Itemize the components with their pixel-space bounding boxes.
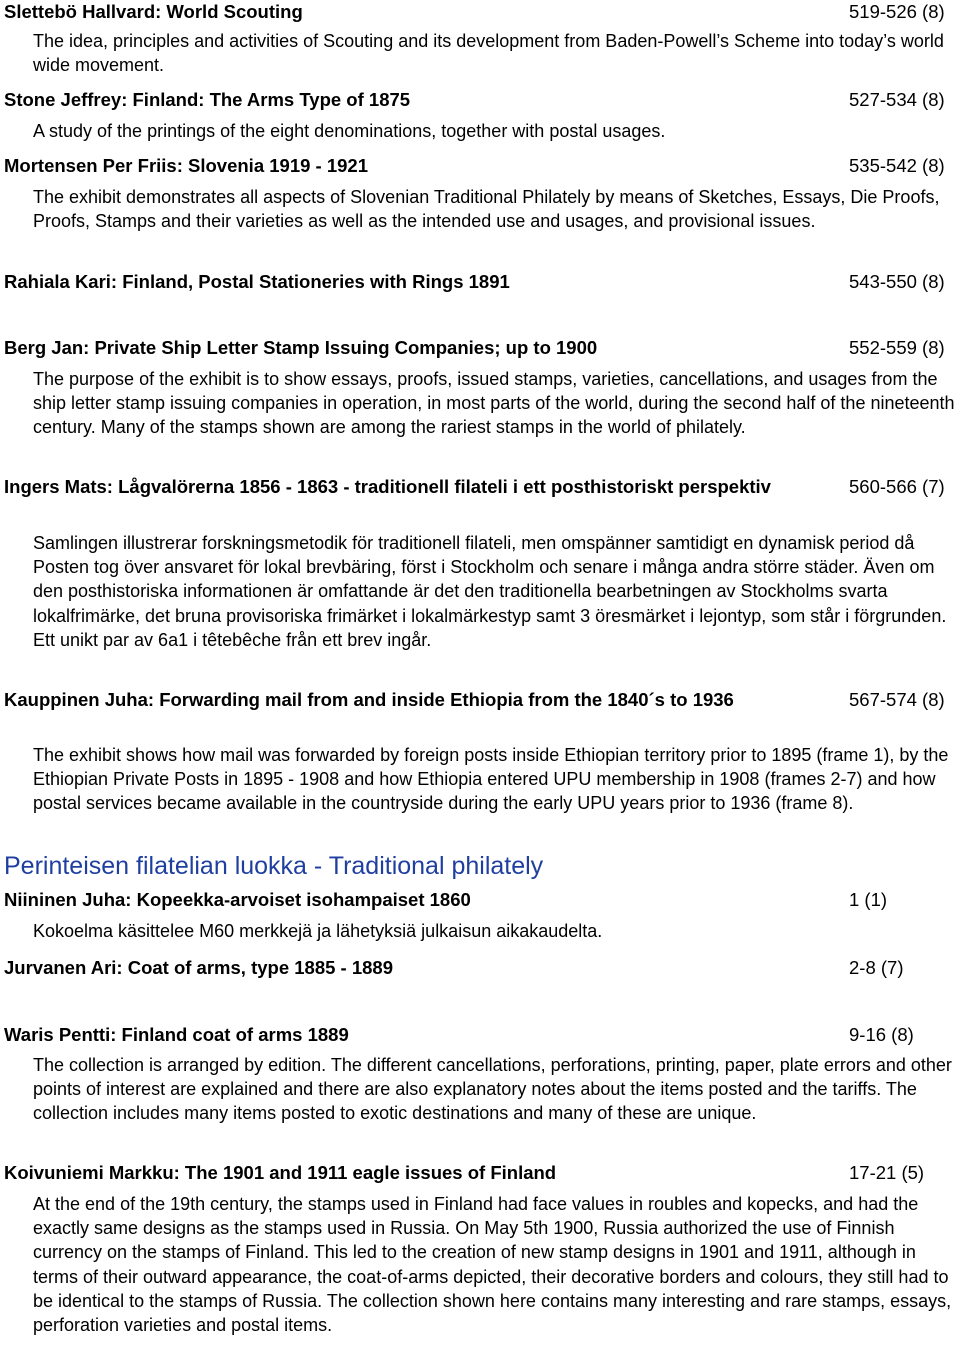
entry-title: Koivuniemi Markku: The 1901 and 1911 eagle issues of Finland [4, 1162, 557, 1183]
entry-title: Waris Pentti: Finland coat of arms 1889 [4, 1024, 349, 1045]
entry-pages: 560-566 (7) [849, 476, 945, 497]
section-heading: Perinteisen filatelian luokka - Traditional philately [4, 852, 544, 880]
entry-title: Kauppinen Juha: Forwarding mail from and inside Ethiopia from the 1840´s to 1936 [4, 689, 734, 710]
entry-description: The collection is arranged by edition. The different cancellations, perforations, printing, paper, plate errors and other points of interest are explained and there are also explanatory notes about the items posted and the tariffs. The collection includes many items posted to exotic destinations and many of these are unique. [33, 1055, 952, 1124]
entry-pages: 535-542 (8) [849, 155, 945, 176]
entry-description: Samlingen illustrerar forskningsmetodik för traditionell filateli, men omspänner samtidigt en dynamisk period då Posten tog över ansvaret för lokal brevbäring, först i Stockholm och senare i många andra större städer. Även om den posthistoriska informationen är omfattande är det den traditionella bearbetningen av Stockholms svarta lokalfrimärke, det bruna provisoriska frimärket i lokalmärkestyp samt 3 öresmärket i lejontyp, som står i förgrunden. Ett unikt par av 6a1 i têtebêche från ett brev ingår. [33, 533, 947, 650]
entry-description: A study of the printings of the eight denominations, together with postal usages. [33, 121, 666, 141]
entry-title: Stone Jeffrey: Finland: The Arms Type of 1875 [4, 89, 411, 110]
entry-title: Ingers Mats: Lågvalörerna 1856 - 1863 - traditionell filateli i ett posthistoriskt perspektiv [4, 476, 771, 497]
entry-pages: 567-574 (8) [849, 689, 945, 710]
entry-description: Kokoelma käsittelee M60 merkkejä ja lähetyksiä julkaisun aikakaudelta. [33, 921, 603, 941]
entry-pages: 17-21 (5) [849, 1162, 925, 1183]
entry-description: The exhibit shows how mail was forwarded by foreign posts inside Ethiopian territory prior to 1895 (frame 1), by the Ethiopian Private Posts in 1895 - 1908 and how Ethiopia entered UPU membership in 1908 (frames 2-7) and how postal services became available in the countryside during the early UPU years prior to 1936 (frame 8). [33, 745, 949, 814]
entry-title: Rahiala Kari: Finland, Postal Stationeries with Rings 1891 [4, 271, 510, 292]
entry-pages: 1 (1) [849, 889, 888, 910]
entry-description: The purpose of the exhibit is to show essays, proofs, issued stamps, varieties, cancellations, and usages from the ship letter stamp issuing companies in operation, in most parts of the world, during the second half of the nineteenth century. Many of the stamps shown are among the rariest stamps in the world of philately. [33, 369, 955, 438]
entry-pages: 527-534 (8) [849, 89, 945, 110]
entry-pages: 519-526 (8) [849, 1, 945, 22]
entry-description: The idea, principles and activities of Scouting and its development from Baden-Powell’s Scheme into today’s world wide movement. [33, 31, 944, 76]
entry-title: Berg Jan: Private Ship Letter Stamp Issuing Companies; up to 1900 [4, 337, 598, 358]
entry-title: Jurvanen Ari: Coat of arms, type 1885 - 1889 [4, 957, 393, 978]
entry-description: The exhibit demonstrates all aspects of Slovenian Traditional Philately by means of Sketches, Essays, Die Proofs, Proofs, Stamps and their varieties as well as the intended use and usages, and provisional issues. [33, 187, 940, 232]
entry-pages: 552-559 (8) [849, 337, 945, 358]
entry-pages: 543-550 (8) [849, 271, 945, 292]
entry-title: Niininen Juha: Kopeekka-arvoiset isohampaiset 1860 [4, 889, 471, 910]
entry-title: Mortensen Per Friis: Slovenia 1919 - 1921 [4, 155, 368, 176]
entry-pages: 2-8 (7) [849, 957, 904, 978]
entry-pages: 9-16 (8) [849, 1024, 914, 1045]
entry-description: At the end of the 19th century, the stamps used in Finland had face values in roubles and kopecks, and had the exactly same designs as the stamps used in Russia. On May 5th 1900, Russia authorized the use of Finnish currency on the stamps of Finland. This led to the creation of new stamp designs in 1901 and 1911, although in terms of their outward appearance, the coat-of-arms depicted, their decorative borders and colours, they still had to be identical to the stamps of Russia. The collection shown here contains many interesting and rare stamps, essays, perforation varieties and postal items. [33, 1194, 952, 1336]
entry-title: Slettebö Hallvard: World Scouting [4, 1, 303, 22]
